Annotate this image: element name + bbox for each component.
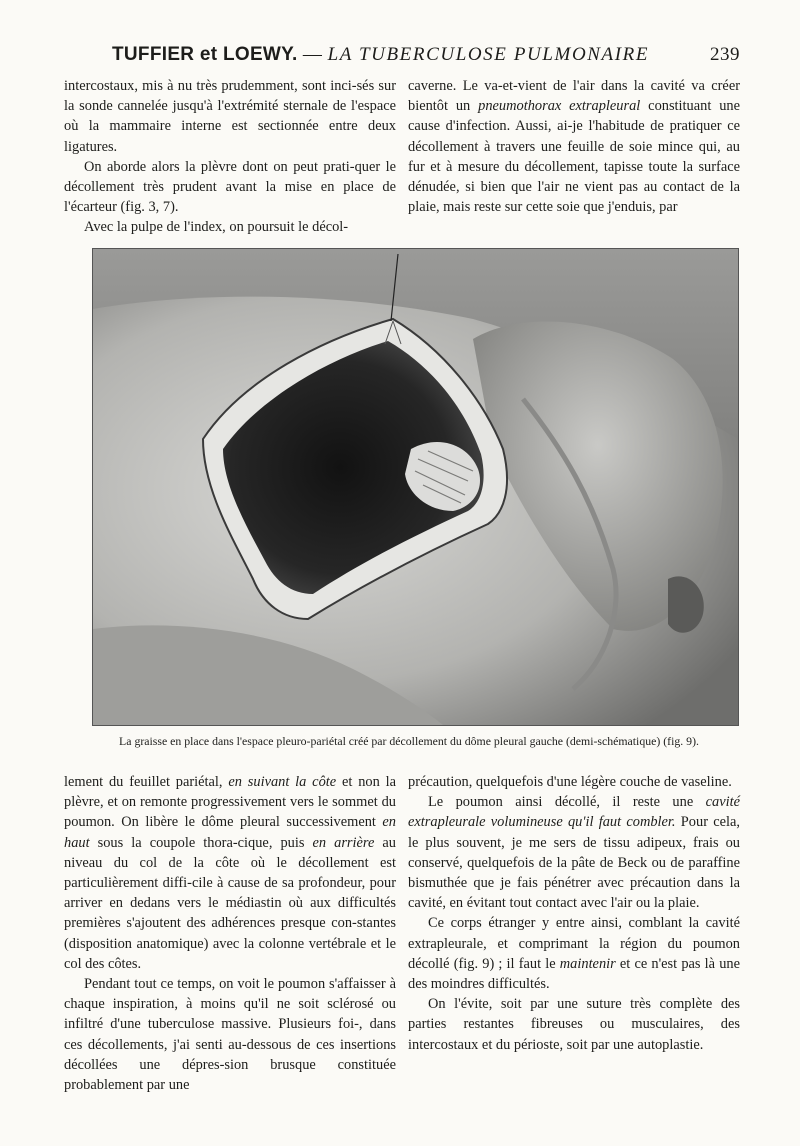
paragraph: lement du feuillet pariétal, en suivant la côte et non la plèvre, et on remonte progressivement vers le sommet du poumon. On libère le dôme pleural successivement en haut sous la coupole thora-cique, puis en arrière au niveau du col de la côte où le décollement est particulièrement diffi-cile à cause de sa profondeur, pour arriver en dedans vers le médiastin où aux difficultés premières s'ajoutent des adhérences presque con-stantes (disposition anatomique) avec la colonne vertébrale et le col des côtes. <box>64 774 397 972</box>
emphasis: en arrière <box>312 834 375 851</box>
header-authors: TUFFIER et LOEWY. <box>112 44 298 65</box>
right-column-top <box>408 76 740 217</box>
emphasis: en suivant la côte <box>228 774 337 790</box>
paragraph: Avec la pulpe de l'index, on poursuit le décol- <box>84 219 349 236</box>
paragraph: précaution, quelquefois d'une légère couche de vaseline. <box>408 774 732 790</box>
paragraph: On aborde alors la plèvre dont on peut prati-quer le décollement très prudent avant la mise en place de l'écarteur (fig. 3, 7). <box>64 158 396 216</box>
header-separator: — <box>302 44 323 65</box>
surgical-illustration <box>93 249 738 725</box>
paragraph: Pendant tout ce temps, on voit le poumon s'affaisser à chaque inspiration, à moins qu'il ne soit sclérosé ou infiltré d'une tuberculose massive. Plusieurs foi-, dans ces décollements, j'ai senti au-dessous de ces insertions décollées une dépres-sion brusque constituée probablement par une <box>64 976 396 1094</box>
figure-illustration <box>92 248 739 726</box>
paragraph: Ce corps étranger y entre ainsi, comblant la cavité extrapleurale, et comprimant la région du poumon décollé (fig. 9) ; il faut le maintenir et ce n'est pas là une des moindres difficultés. <box>408 915 740 993</box>
paragraph: intercostaux, mis à nu très prudemment, sont inci-sés sur la sonde cannelée jusqu'à l'extrémité sternale de l'espace où la mammaire interne est sectionnée entre deux ligatures. <box>64 78 396 155</box>
right-column-bottom <box>408 772 740 1055</box>
emphasis: maintenir <box>559 955 616 972</box>
emphasis: cavité extrapleurale volumineuse qu'il faut combler. <box>408 794 740 831</box>
emphasis: pneumothorax extrapleural <box>478 98 641 115</box>
left-column-bottom <box>64 772 396 1095</box>
paragraph: On l'évite, soit par une suture très complète des parties restantes fibreuses ou musculaires, des intercostaux et du périoste, soit par une autoplastie. <box>408 996 740 1053</box>
paragraph: Le poumon ainsi décollé, il reste une cavité extrapleurale volumineuse qu'il faut combler. Pour cela, le plus souvent, je me sers de tissu adipeux, frais ou conservé, quelquefois de la pâte de Beck ou de paraffine bismuthée que je fais pénétrer avec précaution dans la cavité, en évitant tout contact avec l'air ou la plaie. <box>408 794 741 912</box>
left-column-top <box>64 76 396 238</box>
paragraph: caverne. Le va-et-vient de l'air dans la cavité va créer bientôt un pneumothorax extrapleural constituant une cause d'infection. Aussi, ai-je l'habitude de pratiquer ce décollement à travers une feuille de soie mince qui, au fur et à mesure du décollement, tapisse toute la surface dénudée, si bien que l'air ne vient pas au contact de la plaie, mais reste sur cette soie que j'enduis, par <box>408 78 740 216</box>
page-number: 239 <box>710 44 740 65</box>
header-title: LA TUBERCULOSE PULMONAIRE <box>327 44 650 65</box>
emphasis: en haut <box>64 814 396 851</box>
figure-caption: La graisse en place dans l'espace pleuro-pariétal créé par décollement du dôme pleural gauche (demi-schématique) (fig. 9). <box>119 734 699 748</box>
running-head <box>112 44 740 66</box>
